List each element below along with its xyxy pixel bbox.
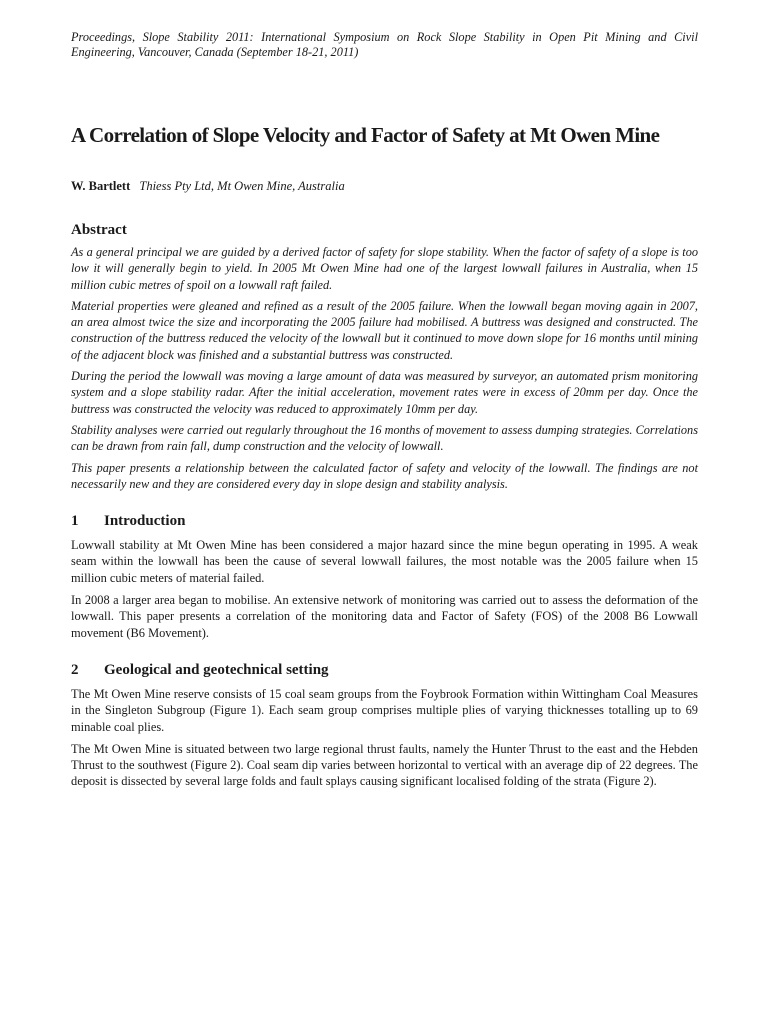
body-paragraph: Lowwall stability at Mt Owen Mine has been considered a major hazard since the mine begun operating in 1995. A weak seam within the lowwall has been the cause of several lowwall failures, the most notable was the 2005 failure when 15 million cubic meters of material failed.	[71, 538, 698, 585]
section-title: Introduction	[104, 513, 186, 530]
section-introduction	[71, 512, 698, 641]
body-paragraph: The Mt Owen Mine is situated between two large regional thrust faults, namely the Hunter Thrust to the east and the Hebden Thrust to the southwest (Figure 2). Coal seam dip varies between horizontal to vertical with an average dip of 22 degrees. The deposit is dissected by several large folds and fault splays causing significant localised folding of the strata (Figure 2).	[71, 741, 698, 789]
section-geological-setting	[71, 661, 698, 790]
body-paragraph: In 2008 a larger area began to mobilise. An extensive network of monitoring was carried out to assess the deformation of the lowwall. This paper presents a correlation of the monitoring data and Factor of Safety (FOS) of the 2008 B6 Lowwall movement (B6 Movement).	[71, 593, 698, 640]
paper-title: A Correlation of Slope Velocity and Factor of Safety at Mt Owen Mine	[71, 123, 660, 147]
section-heading	[71, 512, 698, 530]
abstract-paragraph: Material properties were gleaned and refined as a result of the 2005 failure. When the lowwall began moving again in 2007, an area almost twice the size and incorporating the 2005 failure had mobilised. A buttress was designed and constructed. The construction of the buttress reduced the velocity of the lowwall but it continued to move down slope for 16 months until mining of the adjacent block was finished and a substantial buttress was constructed.	[71, 298, 698, 362]
section-title: Geological and geotechnical setting	[104, 661, 329, 678]
abstract-paragraph: This paper presents a relationship between the calculated factor of safety and velocity of the lowwall. The findings are not necessarily new and they are considered every day in slope design and stability analysis.	[71, 460, 698, 491]
section-number: 1	[71, 513, 79, 530]
body-paragraph: The Mt Owen Mine reserve consists of 15 coal seam groups from the Foybrook Formation within Wittingham Coal Measures in the Singleton Subgroup (Figure 1). Each seam group comprises multiple plies of varying thicknesses totalling up to 69 minable coal plies.	[71, 686, 698, 734]
author-name: W. Bartlett	[71, 179, 131, 193]
section-number: 2	[71, 661, 79, 678]
proceedings-header: Proceedings, Slope Stability 2011: International Symposium on Rock Slope Stability in Open Pit Mining and Civil Engineering, Vancouver, Canada (September 18-21, 2011)	[71, 30, 698, 59]
author-affiliation: Thiess Pty Ltd, Mt Owen Mine, Australia	[139, 179, 345, 193]
section-heading	[71, 661, 698, 679]
abstract-paragraph: As a general principal we are guided by a derived factor of safety for slope stability. When the factor of safety of a slope is too low it will generally begin to yield. In 2005 Mt Owen Mine had one of the largest lowwall failures in Australia, when 15 million cubic metres of spoil on a lowwall raft failed.	[71, 245, 698, 292]
abstract-paragraph: During the period the lowwall was moving a large amount of data was measured by surveyor, an automated prism monitoring system and a slope stability radar. After the initial acceleration, movement rates were in excess of 20mm per day. Once the buttress was constructed the velocity was reduced to approximately 10mm per day.	[71, 369, 698, 416]
abstract-paragraph: Stability analyses were carried out regularly throughout the 16 months of movement to assess dumping strategies. Correlations can be drawn from rain fall, dump construction and the velocity of lowwall.	[71, 422, 698, 454]
abstract-heading: Abstract	[71, 222, 127, 238]
author-line	[71, 178, 698, 194]
abstract-section	[71, 221, 698, 492]
